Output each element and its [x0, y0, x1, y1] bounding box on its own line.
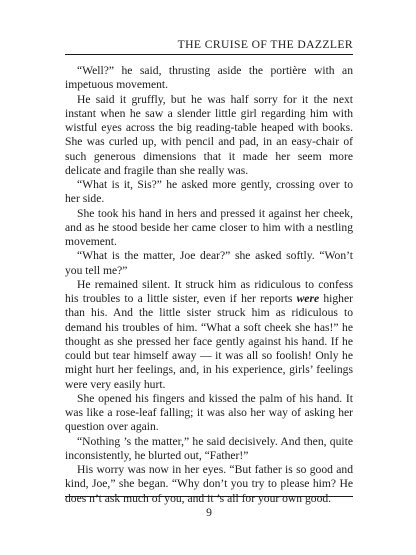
emphasized-word: were [296, 292, 320, 305]
header-rule [65, 54, 353, 55]
paragraph: “Well?” he said, thrusting aside the portière with an impetuous movement. [65, 64, 353, 92]
running-head-title: THE CRUISE OF THE DAZZLER [177, 38, 353, 51]
footer-rule [65, 496, 353, 497]
paragraph-text: higher than his. And the little sister struck him as ridiculous to demand his troubles of him. “What a soft cheek she has!” he thought as she pressed her face gently against his hand. If he could but tear himself away — it was all so foolish! Only he might hurt her feelings, and, in his experience, girls’ feelings were very easily hurt. [65, 292, 353, 391]
paragraph: She took his hand in hers and pressed it against her cheek, and as he stood beside her came closer to him with a nestling movement. [65, 206, 353, 248]
paragraph: He said it gruffly, but he was half sorry for it the next instant when he saw a slender little girl regarding him with wistful eyes across the big reading-table heaped with books. She was curled up, with pencil and pad, in an easy-chair of such generous dimensions that it made her seem more delicate and fragile than she really was. [65, 92, 353, 177]
paragraph-text: He remained silent. It struck him as ridiculous to confess his troubles to a little sister, even if her reports [65, 277, 353, 305]
paragraph [65, 278, 353, 392]
paragraph: His worry was now in her eyes. “But father is so good and kind, Joe,” she began. “Why don’t you try to please him? He does n’t ask much of you, and it ’s all for your own good. [65, 463, 353, 505]
paragraph: “What is the matter, Joe dear?” she asked softly. “Won’t you tell me?” [65, 249, 353, 277]
paragraph: She opened his fingers and kissed the palm of his hand. It was like a rose-leaf falling; it was also her way of asking her question over again. [65, 391, 353, 434]
page-number: 9 [206, 506, 212, 519]
paragraph: “Nothing ’s the matter,” he said decisively. And then, quite inconsistently, he blurted out, “Father!” [65, 434, 353, 462]
body-text [65, 64, 353, 506]
paragraph: “What is it, Sis?” he asked more gently, crossing over to her side. [65, 178, 353, 206]
